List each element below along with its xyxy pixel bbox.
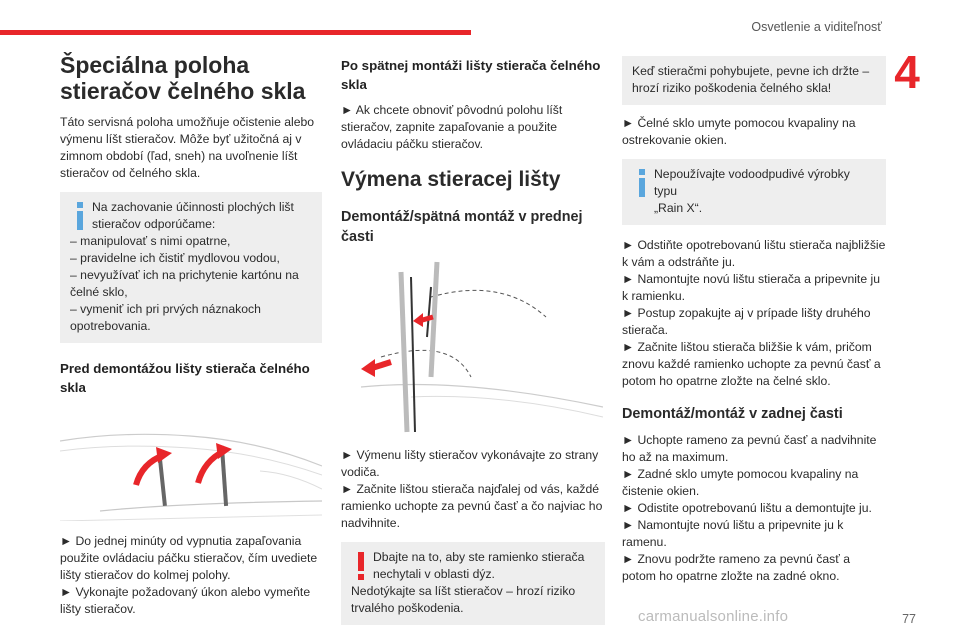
step: ► Do jednej minúty od vypnutia zapaľovania použite ovládaciu páčku stieračov, čím uvediete lišty stieračov do kolmej polohy. — [60, 534, 318, 582]
info-icon — [69, 202, 91, 230]
column-3 — [622, 56, 886, 585]
step: ► Vykonajte požadovaný úkon alebo vymeňte lišty stieračov. — [60, 585, 311, 616]
step: ► Výmenu lišty stieračov vykonávajte zo strany vodiča. — [341, 448, 599, 479]
step: ► Postup zopakujte aj v prípade lišty druhého stierača. — [622, 306, 871, 337]
info-icon — [631, 169, 653, 197]
info-line: čelné sklo, — [70, 285, 128, 299]
section-header: Osvetlenie a viditeľnosť — [751, 20, 882, 34]
subheading: Pred demontážou lišty stierača čelného skla — [60, 361, 310, 395]
info-line: – manipulovať s nimi opatrne, — [70, 234, 231, 248]
warning-line: Nedotýkajte sa líšt stieračov – hrozí riziko — [351, 584, 576, 598]
step: ► Odistite opotrebovanú lištu a demontujte ju. — [622, 501, 872, 515]
info-line: stieračov odporúčame: — [92, 217, 216, 231]
wiper-raise-illustration — [60, 411, 322, 521]
step: ► Znovu podržte rameno za pevnú časť a potom ho opatrne zložte na zadné okno. — [622, 552, 851, 583]
info-line: Nepoužívajte vodoodpudivé výrobky typu — [654, 167, 850, 198]
warning-line: nechytali v oblasti dýz. — [373, 567, 495, 581]
column-1 — [60, 52, 322, 618]
note-box — [622, 56, 886, 105]
info-line: Na zachovanie účinnosti plochých lišt — [92, 200, 294, 214]
subheading: Demontáž/spätná montáž v prednej časti — [341, 209, 583, 245]
info-line: – pravidelne ich čistiť mydlovou vodou, — [70, 251, 280, 265]
note-line: hrozí riziko poškodenia čelného skla! — [632, 81, 832, 95]
warning-line: Dbajte na to, aby ste ramienko stierača — [373, 550, 585, 564]
info-box — [622, 159, 886, 225]
page-title: Špeciálna poloha stieračov čelného skla — [60, 52, 306, 104]
subheading: Po spätnej montáži lišty stierača čelného skla — [341, 58, 601, 92]
step: ► Namontujte novú lištu a pripevnite ju k ramenu. — [622, 518, 844, 549]
warning-icon — [350, 552, 372, 580]
step: ► Čelné sklo umyte pomocou kvapaliny na ostrekovanie okien. — [622, 116, 856, 147]
subheading: Demontáž/montáž v zadnej časti — [622, 406, 843, 422]
page-number: 77 — [902, 612, 916, 626]
column-2 — [341, 56, 605, 625]
info-line: – vymeniť ich pri prvých náznakoch — [70, 302, 261, 316]
info-line: „Rain X“. — [654, 201, 703, 215]
step: ► Namontujte novú lištu stierača a pripevnite ju k ramienku. — [622, 272, 880, 303]
step: ► Zadné sklo umyte pomocou kvapaliny na čistenie okien. — [622, 467, 859, 498]
wiper-blade-illustration — [341, 257, 603, 433]
info-box — [60, 192, 322, 343]
info-line: – nevyužívať ich na prichytenie kartónu na — [70, 268, 299, 282]
step: ► Uchopte rameno za pevnú časť a nadvihnite ho až na maximum. — [622, 433, 877, 464]
warning-box — [341, 542, 605, 625]
intro-paragraph: Táto servisná poloha umožňuje očistenie alebo výmenu líšt stieračov. Môže byť užitočná aj v zimnom období (ľad, sneh) na uvoľnenie líšt stieračov od čelného skla. — [60, 115, 315, 180]
section-title: Výmena stieracej lišty — [341, 168, 561, 191]
step: ► Začnite lištou stierača najďalej od vás, každé ramienko uchopte za pevnú časť a čo najviac ho nadvihnite. — [341, 482, 603, 530]
warning-line: trvalého poškodenia. — [351, 601, 464, 615]
step: ► Ak chcete obnoviť pôvodnú polohu líšt stieračov, zapnite zapaľovanie a použite ovládaciu páčku stieračov. — [341, 103, 563, 151]
accent-bar — [0, 30, 471, 35]
step: ► Odstiňte opotrebovanú lištu stierača najbližšie k vám a odstráňte ju. — [622, 238, 886, 269]
watermark: carmanualsonline.info — [638, 608, 789, 625]
note-line: Keď stieračmi pohybujete, pevne ich držte – — [632, 64, 870, 78]
step: ► Začnite lištou stierača bližšie k vám, pričom znovu každé ramienko uchopte za pevnú časť a potom ho opatrne zložte na čelné sklo. — [622, 340, 881, 388]
info-line: opotrebovania. — [70, 319, 151, 333]
chapter-number: 4 — [894, 46, 920, 98]
